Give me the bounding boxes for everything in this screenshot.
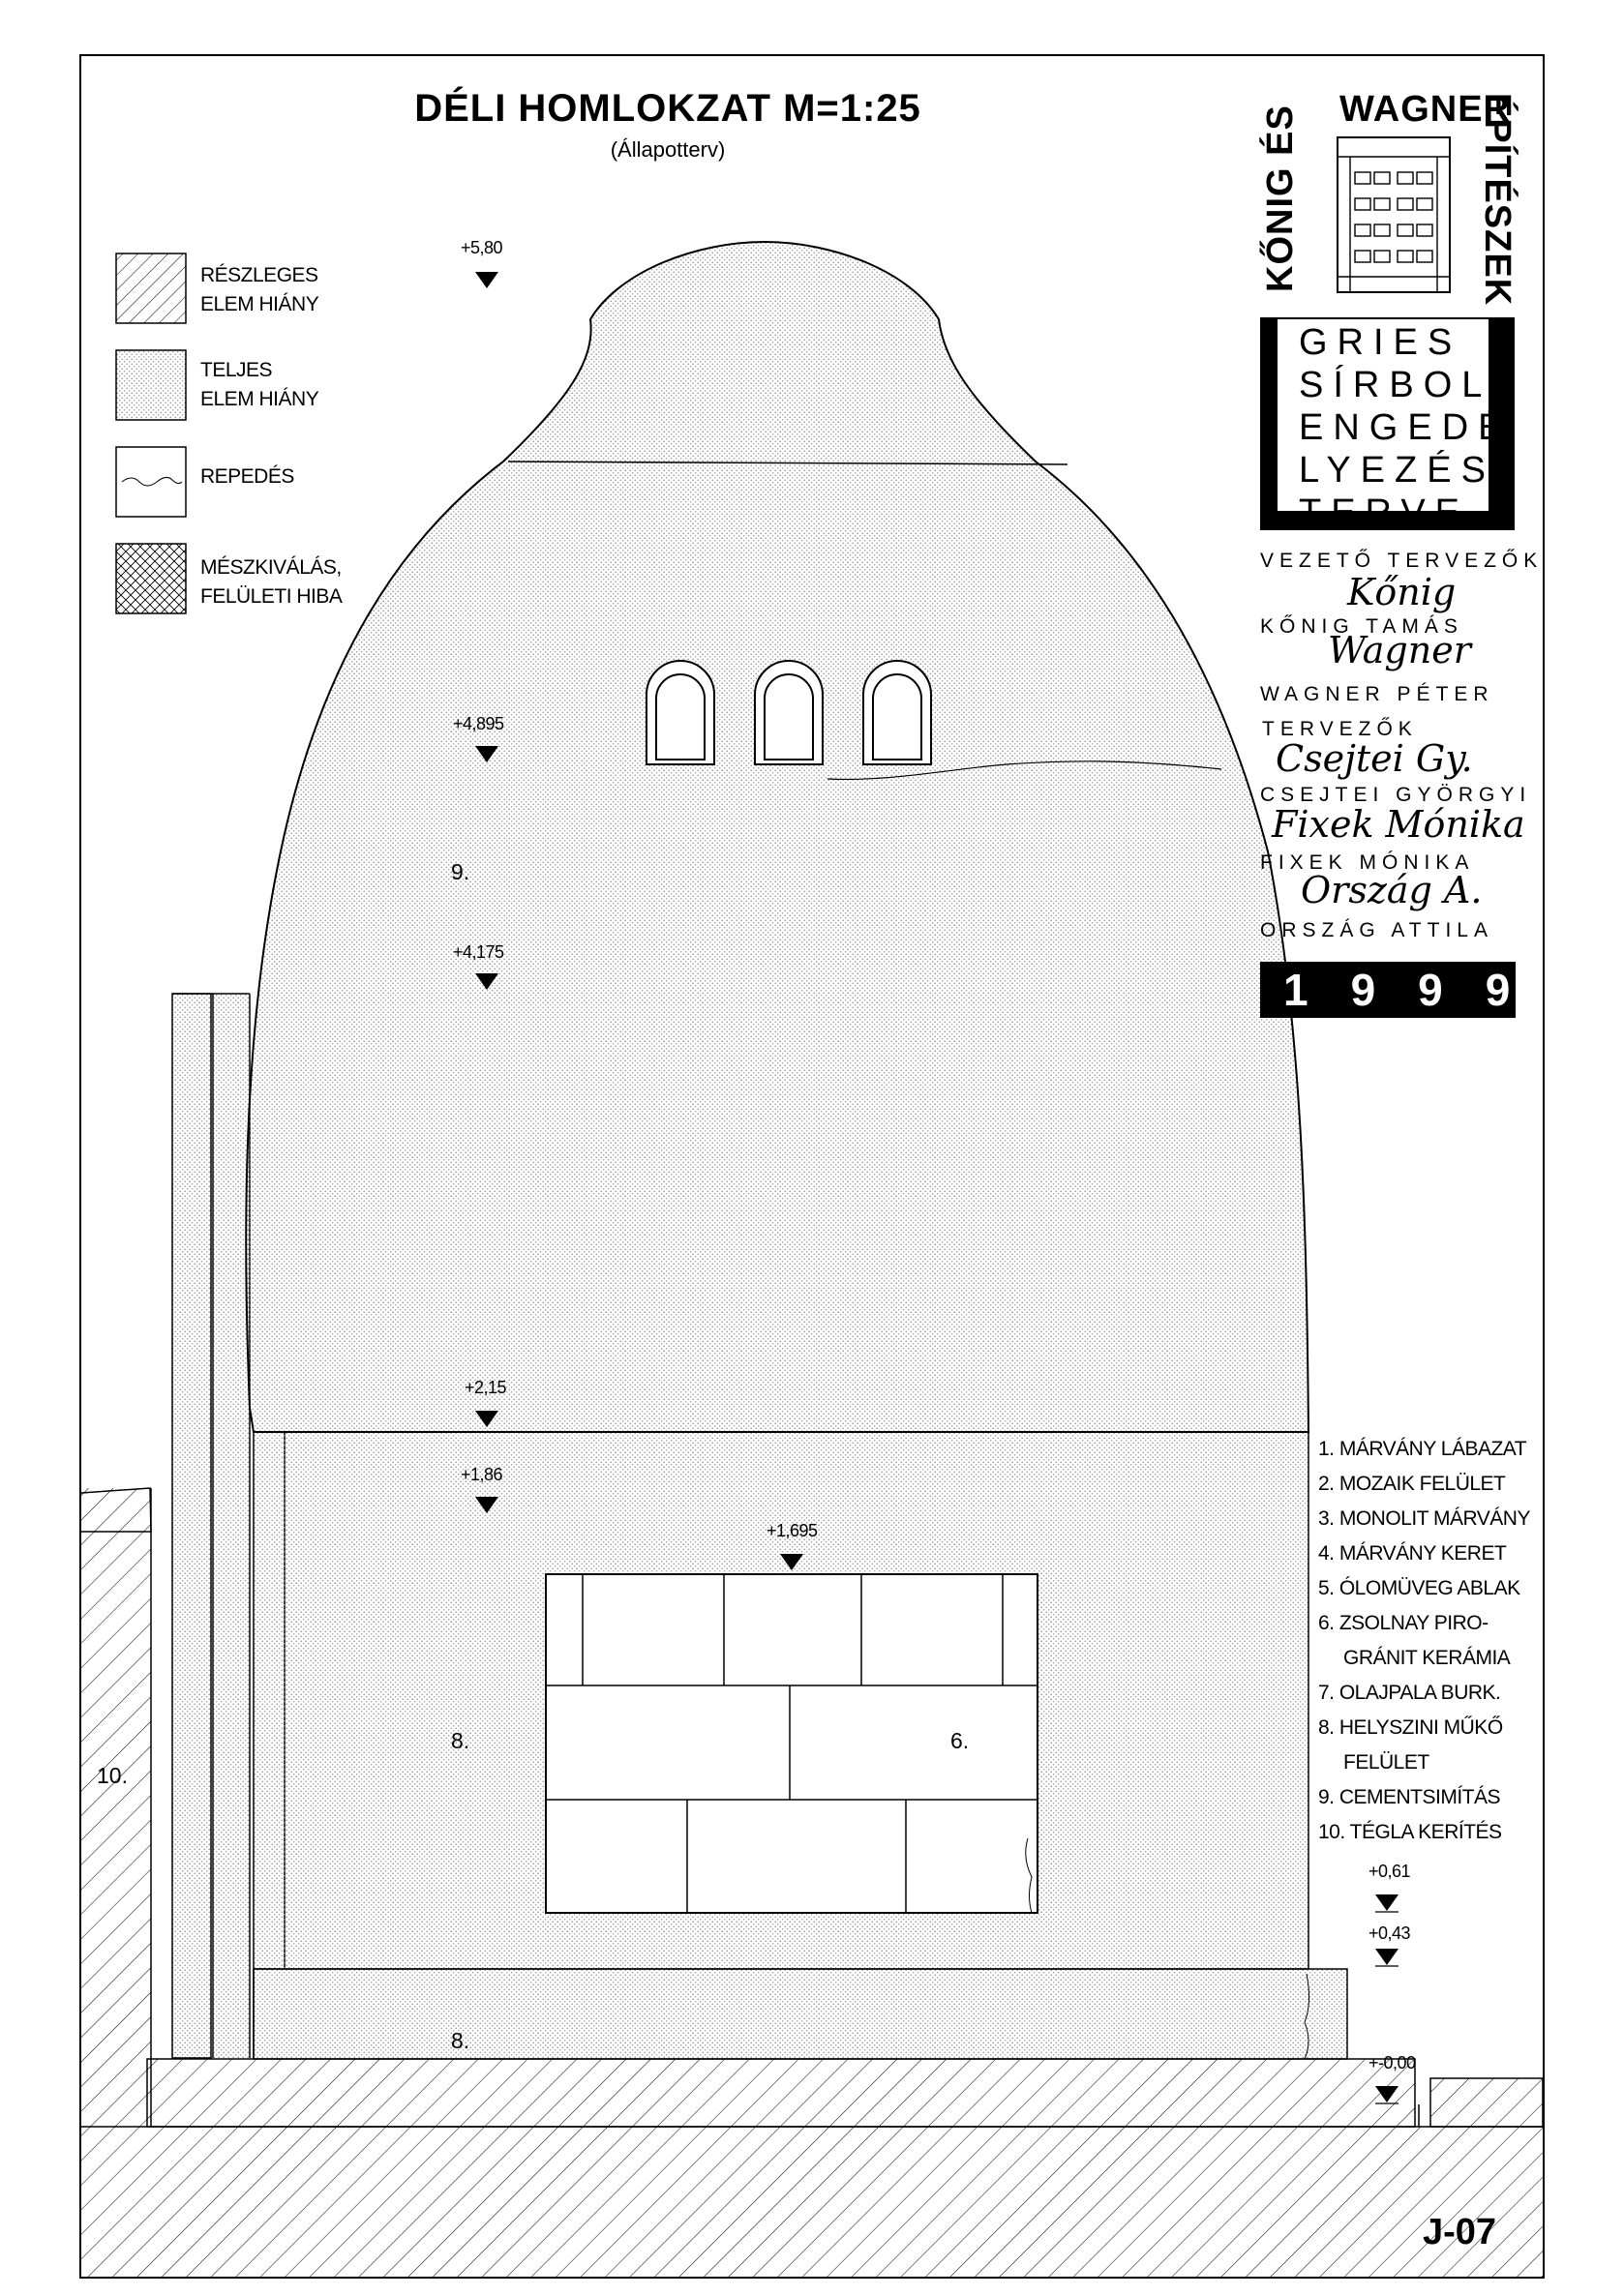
- legend-box-dots: [116, 350, 186, 420]
- base-plinth-hatched: [147, 2059, 1415, 2127]
- firm-name-left: KŐNIG ÉS: [1260, 104, 1301, 292]
- signature-fixek: Fixek Mónika: [1272, 803, 1525, 846]
- key-item: FELÜLET: [1343, 1751, 1429, 1774]
- drawing-title: DÉLI HOMLOKZAT M=1:25: [414, 87, 921, 130]
- legend-label: REPEDÉS: [200, 465, 294, 488]
- legend-label: TELJES: [200, 359, 273, 381]
- lead-designers-label: VEZETŐ TERVEZŐK: [1260, 550, 1544, 572]
- key-item: GRÁNIT KERÁMIA: [1343, 1647, 1511, 1669]
- key-item: 6. ZSOLNAY PIRO-: [1318, 1612, 1489, 1634]
- key-item: 9. CEMENTSIMÍTÁS: [1318, 1786, 1501, 1808]
- signature-csejtei: Csejtei Gy.: [1276, 737, 1473, 780]
- project-line: LYEZÉSI: [1299, 450, 1516, 491]
- firm-logo: [1338, 137, 1450, 292]
- plinth: [254, 1969, 1347, 2059]
- marker-8-upper: 8.: [451, 1728, 470, 1753]
- material-key: [1318, 1432, 1530, 1850]
- level-label: +1,86: [461, 1465, 503, 1484]
- legend-label: MÉSZKIVÁLÁS,: [200, 556, 342, 579]
- level-label: +0,43: [1368, 1923, 1411, 1943]
- project-line: ENGEDÉ: [1299, 407, 1513, 448]
- legend-limescale: [200, 553, 342, 611]
- project-line: GRIES: [1299, 322, 1462, 363]
- ground-right-step: [1430, 2078, 1543, 2127]
- arched-windows: [647, 661, 931, 764]
- sheet-number: J-07: [1423, 2212, 1497, 2252]
- legend-label: ELEM HIÁNY: [200, 293, 319, 315]
- designer-name: WAGNER PÉTER: [1260, 683, 1494, 705]
- legend-label: RÉSZLEGES: [200, 264, 318, 286]
- marker-6: 6.: [950, 1728, 970, 1753]
- key-item: 4. MÁRVÁNY KERET: [1318, 1542, 1507, 1565]
- project-line: TERVE: [1299, 492, 1470, 533]
- key-item: 8. HELYSZINI MŰKŐ: [1318, 1716, 1503, 1739]
- level-label: +4,895: [453, 714, 504, 733]
- level-label: +-0,00: [1368, 2053, 1416, 2072]
- legend-box-hatch: [116, 253, 186, 323]
- level-label: +5,80: [461, 238, 503, 257]
- firm-name-right: ÉPÍTÉSZEK: [1477, 93, 1518, 307]
- level-label: +1,695: [767, 1521, 818, 1540]
- project-year: 1999: [1283, 965, 1553, 1015]
- brick-fence-left: [81, 1488, 151, 2127]
- designers-label: TERVEZŐK: [1262, 718, 1418, 740]
- firm-name-top: WAGNER: [1339, 89, 1511, 130]
- marker-8-lower: 8.: [451, 2028, 470, 2053]
- project-line: SÍRBOLT: [1299, 365, 1521, 405]
- signature-wagner: Wagner: [1328, 629, 1471, 671]
- legend-label: ELEM HIÁNY: [200, 388, 319, 410]
- dome: [246, 242, 1308, 1432]
- legend-crack: [200, 462, 294, 492]
- legend-partial-missing: [200, 261, 318, 319]
- designer-name: FIXEK MÓNIKA: [1260, 851, 1475, 874]
- legend-full-missing: [200, 356, 318, 414]
- pillar-outer: [172, 994, 211, 2058]
- key-item: 1. MÁRVÁNY LÁBAZAT: [1318, 1438, 1527, 1460]
- project-title: [1299, 321, 1521, 534]
- marker-10: 10.: [97, 1763, 128, 1788]
- designer-name: KŐNIG TAMÁS: [1260, 615, 1463, 638]
- level-label: +2,15: [465, 1378, 507, 1397]
- key-item: 2. MOZAIK FELÜLET: [1318, 1473, 1506, 1495]
- drawing-subtitle: (Állapotterv): [610, 137, 726, 162]
- signature-orszag: Ország A.: [1301, 869, 1483, 911]
- key-item: 7. OLAJPALA BURK.: [1318, 1682, 1501, 1704]
- key-item: 10. TÉGLA KERÍTÉS: [1318, 1821, 1502, 1843]
- legend-box-cross: [116, 544, 186, 613]
- level-label: +0,61: [1368, 1862, 1411, 1881]
- level-label: +4,175: [453, 942, 504, 962]
- designer-name: CSEJTEI GYÖRGYI: [1260, 784, 1532, 806]
- legend-label: FELÜLETI HIBA: [200, 585, 343, 608]
- key-item: 3. MONOLIT MÁRVÁNY: [1318, 1507, 1530, 1530]
- marker-9: 9.: [451, 859, 470, 884]
- key-item: 5. ÓLOMÜVEG ABLAK: [1318, 1577, 1520, 1599]
- designer-name: ORSZÁG ATTILA: [1260, 919, 1493, 941]
- ground-section: [81, 2127, 1543, 2277]
- signature-konig: Kőnig: [1347, 571, 1457, 613]
